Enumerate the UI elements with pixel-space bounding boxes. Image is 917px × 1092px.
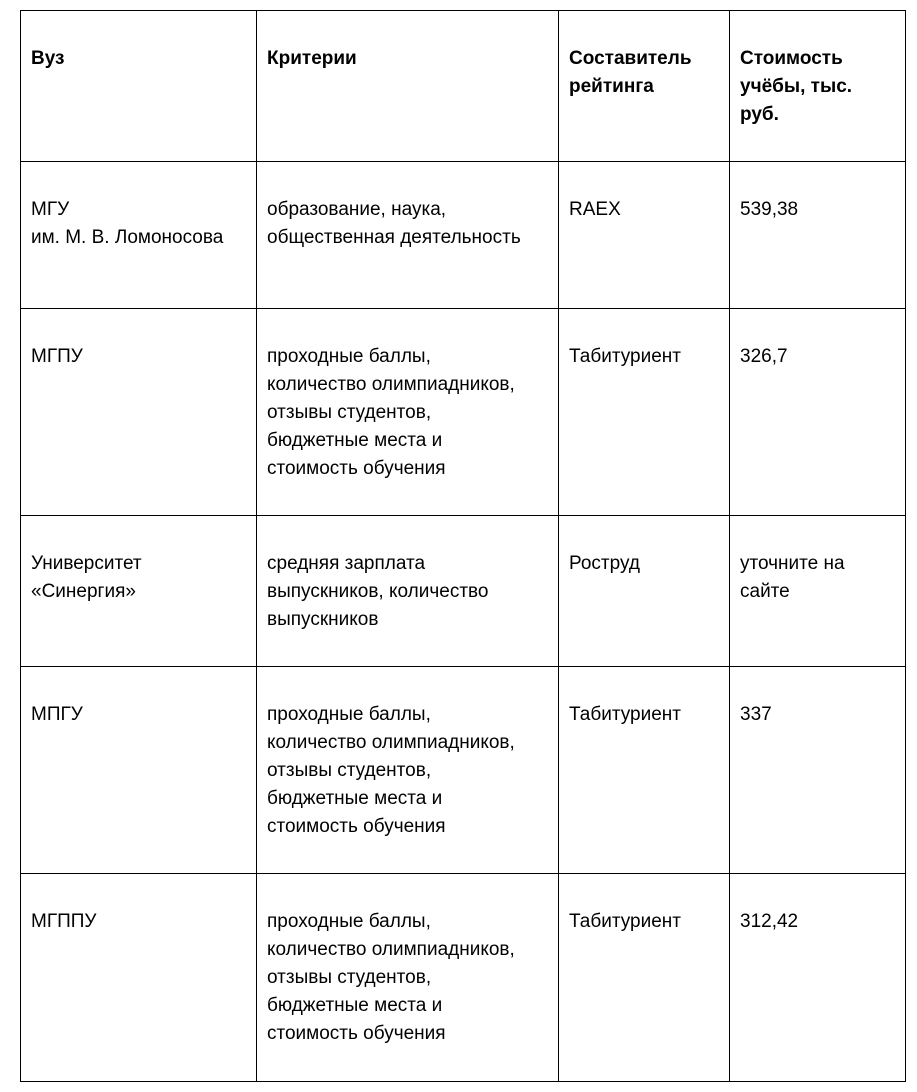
header-tuition-cost: Стоимость учёбы, тыс. руб.	[730, 11, 906, 162]
cell-criteria: проходные баллы, количество олимпиадников, отзывы студентов, бюджетные места и стоимость обучения	[257, 667, 559, 874]
cell-tuition-cost: 539,38	[730, 162, 906, 309]
table-row	[21, 162, 906, 309]
cell-tuition-cost: 312,42	[730, 874, 906, 1082]
cell-university: МПГУ	[21, 667, 257, 874]
cell-rating-author: Табитуриент	[559, 667, 730, 874]
cell-tuition-cost: уточните на сайте	[730, 516, 906, 667]
header-university: Вуз	[21, 11, 257, 162]
cell-rating-author: Табитуриент	[559, 874, 730, 1082]
cell-rating-author: Роструд	[559, 516, 730, 667]
cell-university: МГППУ	[21, 874, 257, 1082]
cell-criteria: средняя зарплата выпускников, количество выпускников	[257, 516, 559, 667]
cell-tuition-cost: 337	[730, 667, 906, 874]
header-rating-author: Составитель рейтинга	[559, 11, 730, 162]
table-row	[21, 667, 906, 874]
cell-university: МГПУ	[21, 309, 257, 516]
table-row	[21, 874, 906, 1082]
universities-rating-table	[20, 10, 906, 1082]
table-header-row	[21, 11, 906, 162]
cell-university: Университет «Синергия»	[21, 516, 257, 667]
cell-tuition-cost: 326,7	[730, 309, 906, 516]
cell-criteria: проходные баллы, количество олимпиадников, отзывы студентов, бюджетные места и стоимость обучения	[257, 309, 559, 516]
table-row	[21, 309, 906, 516]
cell-rating-author: RAEX	[559, 162, 730, 309]
table-row	[21, 516, 906, 667]
cell-rating-author: Табитуриент	[559, 309, 730, 516]
cell-university: МГУ им. М. В. Ломоносова	[21, 162, 257, 309]
cell-criteria: проходные баллы, количество олимпиадников, отзывы студентов, бюджетные места и стоимость обучения	[257, 874, 559, 1082]
header-criteria: Критерии	[257, 11, 559, 162]
cell-criteria: образование, наука, общественная деятельность	[257, 162, 559, 309]
